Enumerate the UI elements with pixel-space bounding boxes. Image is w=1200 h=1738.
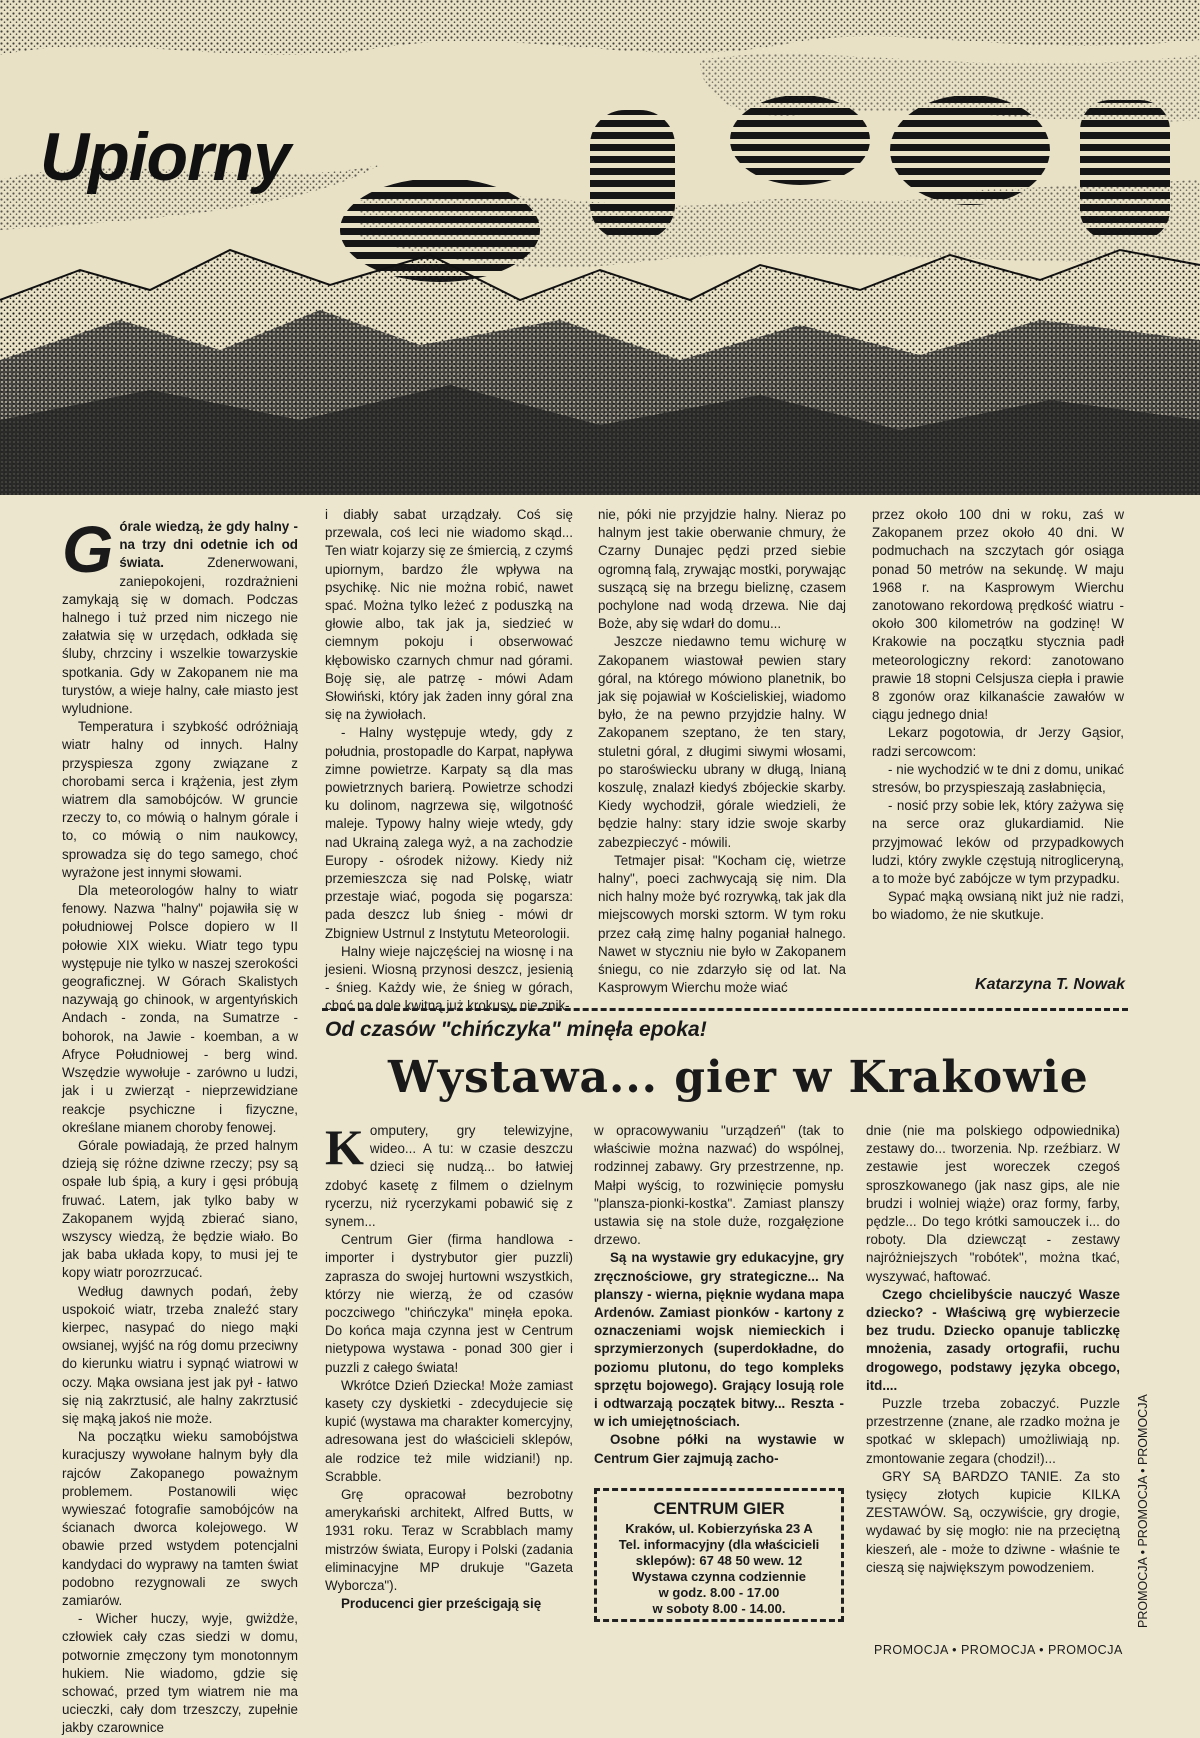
paragraph: Temperatura i szybkość odróżniają wiatr halny od innych. Halny przyspiesza zgony związane z chorobami serca i krążenia, jest złym wiatrem dla samobójców. W gruncie rzeczy to, co mówią o halnym górale i to, co mówią o nim naukowcy, sprowadza się do tego samego, choć wyrażone jest innymi słowami. bbox=[62, 719, 298, 880]
paragraph: - nie wychodzić w te dni z domu, unikać stresów, bo przyspieszają zasłabnięcia, bbox=[872, 761, 1124, 796]
paragraph: Wkrótce Dzień Dziecka! Może zamiast kasety czy dyskietki - zdecydujecie się kupić (wystawa ma charakter komercyjny, adresowana jest do właścicieli sklepów, ale rodzice też mile widziani!) np. Scrabble. bbox=[325, 1377, 573, 1484]
paragraph: Czego chcielibyście nauczyć Wasze dziecko? - Właściwą grę wybierzecie bez trudu. Dziecko opanuje tabliczkę mnożenia, zasady ortografii, ruchu drogowego, podstawy języka obcego, itd.... bbox=[866, 1286, 1120, 1393]
drop-cap: K bbox=[325, 1119, 364, 1175]
side-promo-label bbox=[1128, 1370, 1156, 1630]
info-line: w godz. 8.00 - 17.00 bbox=[658, 1585, 780, 1600]
paragraph: - Halny występuje wtedy, gdy z południa, prostopadle do Karpat, napływa zimne powietrze. Karpaty są dla mas powietrznych barierą. Powietrze schodzi ku dolinom, nagrzewa się, wilgotność maleje. Typowy halny wieje wtedy, gdy nad Ukrainą zalega wyż, a na zachodzie Europy - ośrodek niżowy. Kiedy niż przemieszcza się nad Polskę, wiatr przestaje wiać, pogoda się pogarsza: pada deszcz lub śnieg - mówi dr Zbigniew Ustrnul z Instytutu Meteorologii. bbox=[325, 725, 573, 941]
lead-paragraph bbox=[62, 512, 298, 718]
article2-kicker: Od czasów "chińczyka" minęła epoka! bbox=[325, 1018, 707, 1041]
paragraph: Grę opracował bezrobotny amerykański architekt, Alfred Butts, w 1931 roku. Teraz w Scrabblach mamy mistrzów świata, Europy i Polski (zadania eliminacyjne MP drukuje "Gazeta Wyborcza"). bbox=[325, 1487, 573, 1594]
paragraph: Na początku wieku samobójstwa kuracjuszy wywołane halnym były dla rajców Zakopanego poważnym problemem. Postanowili więc wywieszać fotografie samobójców na ścianach dworca kolejowego. W obawie przed wstydem potencjalni kandydaci do wyprawy na tamten świat podobno rezygnowali ze swych zamiarów. bbox=[62, 1429, 298, 1608]
paragraph: GRY SĄ BARDZO TANIE. Za sto tysięcy złotych kupicie KILKA ZESTAWÓW. Są, oczywiście, gry drogie, wydawać by się mogło: nie na przeciętną kieszeń, ale - może to dziwne - właśnie te cieszą się największym powodzeniem. bbox=[866, 1468, 1120, 1575]
paragraph: przez około 100 dni w roku, zaś w Zakopanem przez około 40 dni. W podmuchach na szczytach gór osiąga ponad 50 metrów na sekundę. W maju 1968 r. na Kasprowym Wierchu zanotowano rekordową prędkość wiatru - około 300 kilometrów na godzinę! W Krakowie na początku stycznia padł meteorologiczny rekord: zanotowano prawie 18 stopni Celsjusza ciepła i prawie 8 zgonów oraz kilkanaście zawałów w ciągu jednego dnia! bbox=[872, 507, 1124, 723]
paragraph: Jeszcze niedawno temu wichurę w Zakopanem wiastował pewien stary góral, na którego mówiono planetnik, bo jak się pojawiał w Kościeliskiej, wiadomo było, że na pewno przyjdzie halny. W Zakopanem szeptano, że ten stary, stuletni góral, z długimi siwymi włosami, po staroświecku ubrany w długą, lnianą koszulę, znalazł kiedyś zbójeckie skarby. Kiedy wychodził, górale wiedzieli, że będzie halny: stary idzie swoje skarby zabezpieczyć - mówili. bbox=[598, 634, 846, 850]
paragraph: w opracowywaniu "urządzeń" (tak to właściwie można nazwać) do wspólnej, rodzinnej zabawy. Gry przestrzenne, np. Małpi wyścig, to rozwinięcie pomysłu "plansza-pionki-kostka". Zamiast planszy ustawia się na stole duże, rozgałęzione drzewo. bbox=[594, 1123, 844, 1248]
article1-column-3 bbox=[598, 506, 846, 997]
article2-column-1 bbox=[325, 1119, 573, 1613]
paragraph: i diabły sabat urządzały. Coś się przewala, coś leci nie wiadomo skąd... Ten wiatr kojarzy się ze śmiercią, z czymś upiornym, bardzo źle wpływa na psychikę. Nic nie można robić, nawet spać. Można tylko leżeć z poduszką na głowie albo, tak jak ja, siedzieć w ciemnym pokoju i obserwować kłębowisko czarnych chmur nad górami. Boję się, ale patrzę - mówi Adam Słowiński, który jak żaden inny góral zna się na żywiołach. bbox=[325, 507, 573, 723]
article-title: Upiorny bbox=[40, 119, 290, 195]
paragraph: dnie (nie ma polskiego odpowiednika) zestawy do... tworzenia. Np. rzeźbiarz. W zestawie jest woreczek czegoś sproszkowanego (jak nasz gips, ale nie brudzi i wolniej wiąże) oraz formy, farby, pędzle... Do tego krótki samouczek i... do roboty. Dla dziewcząt - zestawy najróżniejszych "robótek", można tkać, wyszywać, haftować. bbox=[866, 1123, 1120, 1284]
mountain-illustration bbox=[0, 0, 1200, 495]
paragraph: Tetmajer pisał: "Kocham cię, wietrze halny", poeci zachwycają się nim. Dla nich halny może być rozrywką, tak jak dla miejscowych morski sztorm. W tym roku przez całą zimę halny poganiał halnego. Nawet w styczniu nie było w Zakopanem śniegu, co nie zdarzyło się od lat. Na Kasprowym Wierchu może wiać bbox=[598, 852, 846, 996]
author-byline: Katarzyna T. Nowak bbox=[975, 976, 1125, 993]
paragraph: Centrum Gier (firma handlowa - importer i dystrybutor gier puzzli) zaprasza do swojej hurtowni wszystkich, którzy nie wierzą, że od czasów poczciwego "chińczyka" minęła epoka. Do końca maja czynna jest w Centrum nietypowa wystawa - ponad 300 gier i puzzli z całego świata! bbox=[325, 1232, 573, 1375]
info-box bbox=[594, 1488, 844, 1622]
drop-cap: G bbox=[62, 512, 114, 586]
article2-title: Wystawa... gier w Krakowie bbox=[388, 1052, 1089, 1103]
paragraph: Są na wystawie gry edukacyjne, gry zręcznościowe, gry strategiczne... Na planszy - wierna, pięknie wydana mapa Ardenów. Zamiast pionków - kartony z oznaczeniami wojsk niemieckich i sprzymierzonych (superdokładne, do poziomu plutonu, do tego kompleks sprzętu bojowego). Grający losują role i odtwarzają początek bitwy... Reszta - w ich umiejętnościach. bbox=[594, 1250, 844, 1430]
paragraph: Osobne półki na wystawie w Centrum Gier zajmują zacho- bbox=[594, 1432, 844, 1466]
paragraph: Halny wieje najczęściej na wiosnę i na jesieni. Wiosną przynosi deszcz, jesienią - śnieg. Każdy wie, że śnieg w górach, choć na dole kwitną już krokusy, nie znik- bbox=[325, 943, 573, 1014]
info-line: w soboty 8.00 - 14.00. bbox=[652, 1601, 786, 1616]
paragraph: - nosić przy sobie lek, który zażywa się na serce oraz glukardiamid. Nie przyjmować leków od przypadkowych ludzi, który zwykle częstują nitrogliceryną, a to może być zabójcze w tym przypadku. bbox=[872, 798, 1124, 887]
paragraph: Sypać mąką owsianą nikt już nie radzi, bo wiadomo, że nie skutkuje. bbox=[872, 889, 1124, 923]
lead-text: órale wiedzą, że gdy halny - na trzy dni odetnie ich od świata. bbox=[119, 519, 298, 571]
paragraph: - Wicher huczy, wyje, gwiżdże, człowiek cały czas siedzi w domu, potwornie zmęczony tym monotonnym hukiem. Nie wiadomo, gdzie się schować, przed tym wiatrem nie ma ucieczki, cały dom trzeszczy, zupełnie jakby czarownice bbox=[62, 1611, 298, 1736]
divider bbox=[322, 1008, 1128, 1011]
paragraph: Zdenerwowani, zaniepokojeni, rozdrażnieni zamykają się w domach. Podczas halnego i tuż przed nim niczego nie załatwia się w urzędach, odkłada się śluby, chrzciny i wszelkie towarzyskie spotkania. Gdy w Zakopanem nie ma turystów, a wieje halny, całe miasto jest wyludnione. bbox=[62, 555, 298, 717]
paragraph: Puzzle trzeba zobaczyć. Puzzle przestrzenne (znane, ale rzadko można je spotkać w sklepach) umożliwiają np. zmontowanie zegara (chodzi!)... bbox=[866, 1396, 1120, 1466]
paragraph: Lekarz pogotowia, dr Jerzy Gąsior, radzi sercowcom: bbox=[872, 725, 1124, 759]
info-line: Kraków, ul. Kobierzyńska 23 A bbox=[625, 1521, 813, 1536]
paragraph: Według dawnych podań, żeby uspokoić wiatr, trzeba znaleźć stary kierpec, nasypać do niego mąki owsianej, wyjść na róg domu przeciwny do kierunku wiatru i sypnąć wiatrowi w oczy. Mąka owsiana jest jak pył - łatwo się nią zakrztusić, ale halny zakrztusić się mąką jakoś nie może. bbox=[62, 1283, 298, 1426]
article2-column-3 bbox=[866, 1122, 1120, 1577]
article1-column-1 bbox=[62, 512, 298, 1738]
info-box-title: CENTRUM GIER bbox=[653, 1499, 785, 1518]
article1-column-4 bbox=[872, 506, 1124, 925]
lead-paragraph bbox=[325, 1119, 573, 1231]
paragraph: Producenci gier prześcigają się bbox=[341, 1596, 542, 1612]
paragraph: Górale powiadają, że przed halnym dzieją się różne dziwne rzeczy; psy są ospałe lub śpią, a kury i gęsi próbują fruwać. Latem, jak tylko baby w Zakopanem wyjdą zbierać siano, wszyscy wiedzą, że będzie wiało. Bo jak baba układa kopy, to musi jej te kopy wiatr porozrzucać. bbox=[62, 1137, 298, 1281]
paragraph: Dla meteorologów halny to wiatr fenowy. Nazwa "halny" pojawiła się w południowej Polsce dopiero w II połowie XIX wieku. Wiatr tego typu występuje nie tylko w naszej szerokości geograficznej. W Górach Skalistych nazywają go chinook, w argentyńskich Andach - zonda, na Sumatrze - bohorok, na Jawie - koemban, a w Afryce Południowej - berg wind. Wszędzie wywołuje - zarówno u ludzi, jak i u zwierząt - nieprzewidziane reakcje psychiczne i fizyczne, określane mianem choroby fenowej. bbox=[62, 883, 298, 1135]
paragraph: nie, póki nie przyjdzie halny. Nieraz po halnym jest takie oberwanie chmury, że Czarny Dunajec pędzi przed siebie ogromną falą, zrywając mostki, porywając suszącą się na brzegu bieliznę, czasem pochylone nad wodą drzewa. Nie daj Boże, aby się wdarł do domu... bbox=[598, 507, 846, 632]
footer-promo-label: PROMOCJA • PROMOCJA • PROMOCJA bbox=[874, 1643, 1123, 1657]
article2-column-2 bbox=[594, 1122, 844, 1468]
side-promo-text: PROMOCJA • PROMOCJA • PROMOCJA bbox=[1136, 1394, 1150, 1628]
info-line: Tel. informacyjny (dla właścicieli bbox=[618, 1537, 820, 1552]
info-line: Wystawa czynna codziennie bbox=[632, 1569, 806, 1584]
paragraph: omputery, gry telewizyjne, wideo... A tu: w czasie deszczu dzieci się nudzą... bo łatwiej zdobyć kasetę z filmem o dzielnym rycerzu, niż rycerzykami pobawić się z synem... bbox=[325, 1123, 573, 1230]
article1-column-2 bbox=[325, 506, 573, 1016]
info-line: sklepów): 67 48 50 wew. 12 bbox=[635, 1553, 803, 1568]
